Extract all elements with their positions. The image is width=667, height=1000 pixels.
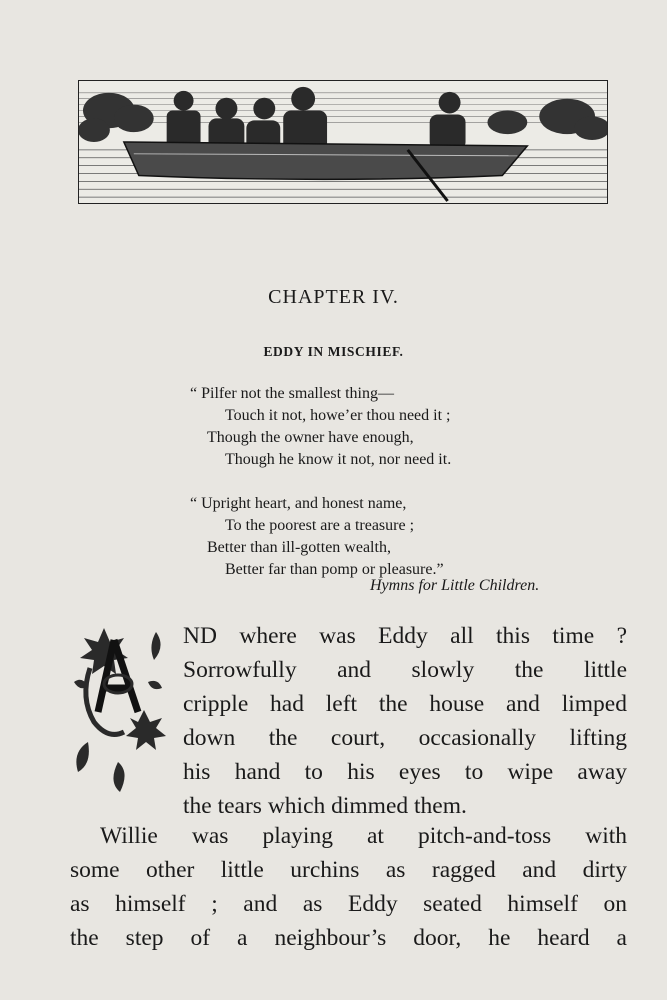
text-line: Willie was playing at pitch-and-toss with — [100, 823, 627, 849]
verse-line: To the poorest are a treasure ; — [225, 517, 415, 534]
text-line: the tears which dimmed them. — [183, 793, 467, 819]
text-line: his hand to his eyes to wipe away — [183, 759, 627, 785]
body-paragraph — [70, 819, 627, 955]
verse-line: Though he know it not, nor need it. — [225, 451, 452, 468]
text-line: ND where was Eddy all this time ? — [183, 623, 627, 649]
epigraph-stanza-2 — [190, 493, 444, 581]
verse-line: Better far than pomp or pleasure.” — [225, 561, 444, 578]
floral-initial-a-icon — [68, 622, 172, 802]
opening-paragraph — [183, 619, 627, 823]
verse-line: “ Upright heart, and honest name, — [190, 495, 407, 512]
verse-line: Though the owner have enough, — [207, 429, 414, 446]
verse-line: “ Pilfer not the smallest thing— — [190, 385, 394, 402]
text-line: Sorrowfully and slowly the little — [183, 657, 627, 683]
ornamental-drop-cap — [68, 622, 172, 802]
epigraph-attribution: Hymns for Little Children. — [370, 577, 540, 594]
text-line: as himself ; and as Eddy seated himself on — [70, 891, 627, 917]
text-line: cripple had left the house and limped — [183, 691, 627, 717]
chapter-title: CHAPTER IV. — [268, 286, 399, 308]
text-line: the step of a neighbour’s door, he heard a — [70, 925, 627, 951]
chapter-subtitle: EDDY IN MISCHIEF. — [263, 344, 404, 359]
verse-line: Touch it not, howe’er thou need it ; — [225, 407, 451, 424]
verse-line: Better than ill-gotten wealth, — [207, 539, 391, 556]
boat-engraving — [79, 81, 607, 203]
text-line: some other little urchins as ragged and dirty — [70, 857, 627, 883]
text-line: down the court, occasionally lifting — [183, 725, 627, 751]
epigraph-stanza-1 — [190, 383, 451, 471]
header-illustration — [78, 80, 608, 204]
